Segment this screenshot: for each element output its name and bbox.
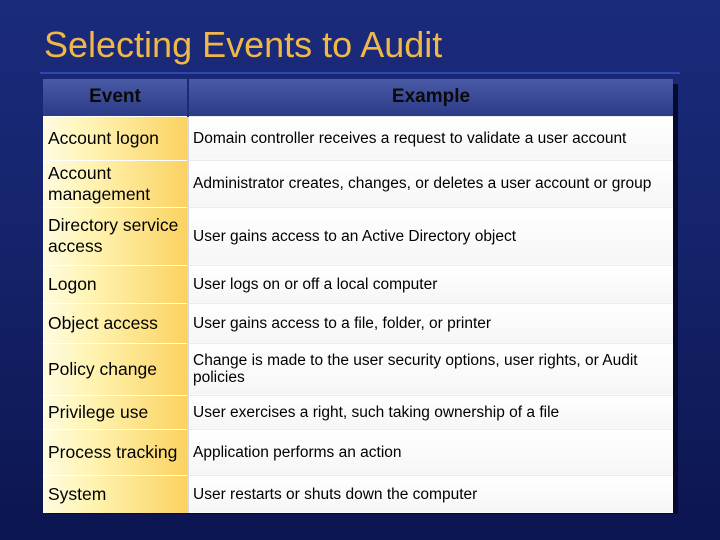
title-divider — [40, 72, 680, 74]
event-example: Change is made to the user security options, user rights, or Audit policies — [188, 343, 673, 395]
event-name: Logon — [43, 265, 188, 303]
event-name: Policy change — [43, 343, 188, 395]
table-row — [43, 303, 673, 343]
event-name: Process tracking — [43, 429, 188, 475]
table-row — [43, 116, 673, 160]
audit-events-table — [43, 79, 673, 513]
event-name: Privilege use — [43, 395, 188, 429]
event-example: User gains access to a file, folder, or printer — [188, 303, 673, 343]
event-name: Object access — [43, 303, 188, 343]
table-row — [43, 475, 673, 513]
event-name: Directory service access — [43, 207, 188, 265]
event-name: Account logon — [43, 116, 188, 160]
event-example: User gains access to an Active Directory object — [188, 207, 673, 265]
slide-title: Selecting Events to Audit — [44, 24, 443, 65]
table-row — [43, 160, 673, 207]
table-header-row — [43, 79, 673, 116]
event-example: Administrator creates, changes, or deletes a user account or group — [188, 160, 673, 207]
table-row — [43, 207, 673, 265]
header-event: Event — [43, 79, 188, 116]
event-example: Domain controller receives a request to validate a user account — [188, 116, 673, 160]
event-example: User restarts or shuts down the computer — [188, 475, 673, 513]
event-name: Account management — [43, 160, 188, 207]
event-example: User logs on or off a local computer — [188, 265, 673, 303]
table-row — [43, 265, 673, 303]
table-row — [43, 429, 673, 475]
event-example: User exercises a right, such taking ownership of a file — [188, 395, 673, 429]
header-example: Example — [188, 79, 673, 116]
event-example: Application performs an action — [188, 429, 673, 475]
table-row — [43, 343, 673, 395]
event-name: System — [43, 475, 188, 513]
table-row — [43, 395, 673, 429]
